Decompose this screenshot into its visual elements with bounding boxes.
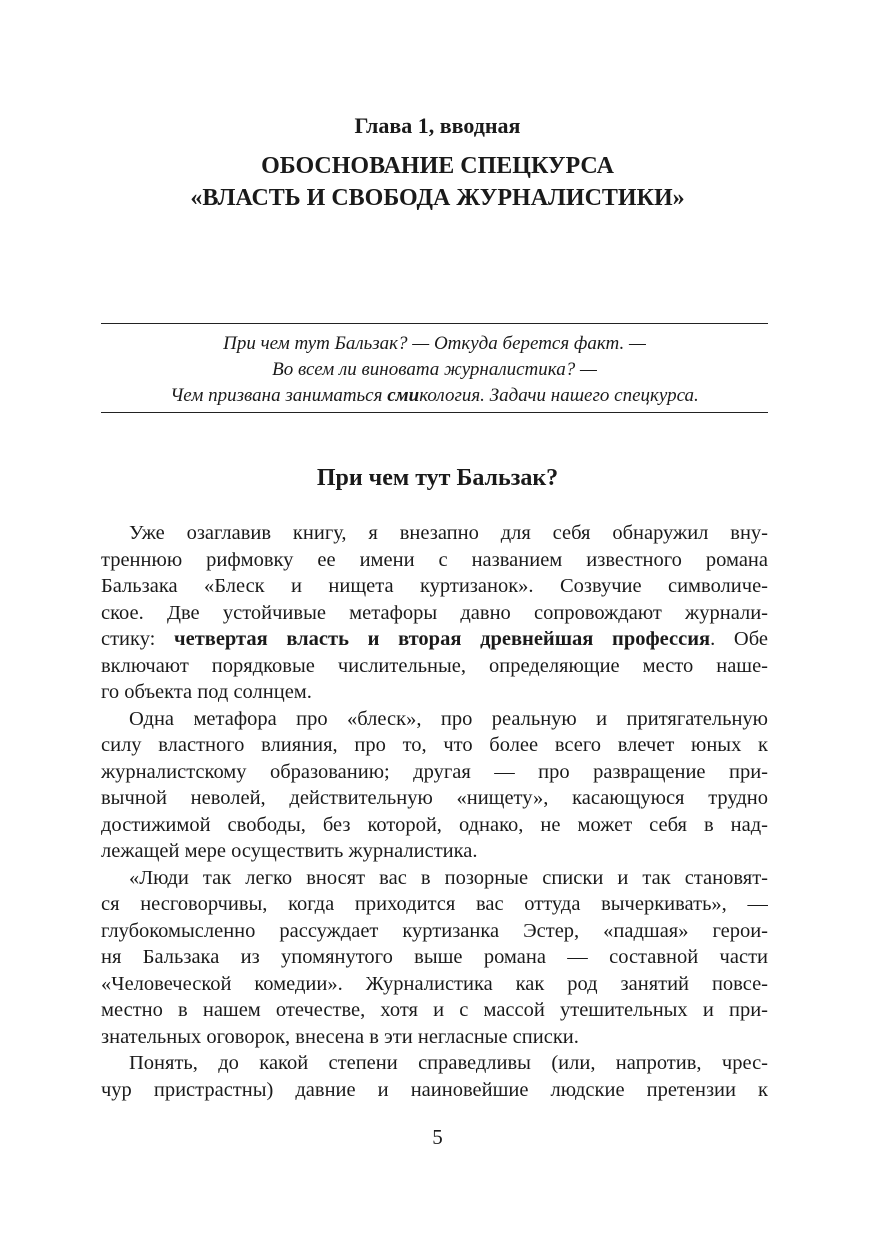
chapter-title <box>0 150 875 214</box>
summary-line: Во всем ли виновата журналистика? — <box>272 359 597 380</box>
text-line: глубокомысленно рассуждает куртизанка Эстер, «падшая» герои- <box>101 919 768 942</box>
chapter-title-line: «ВЛАСТЬ И СВОБОДА ЖУРНАЛИСТИКИ» <box>190 185 685 211</box>
text-line: лежащей мере осуществить журналистика. <box>101 840 478 862</box>
text-segment: стику: <box>101 628 175 650</box>
section-heading: При чем тут Бальзак? <box>316 465 559 491</box>
summary-line: При чем тут Бальзак? — Откуда берется факт. — <box>223 333 646 354</box>
text-line: силу властного влияния, про то, что более всего влечет юных к <box>101 734 768 756</box>
text-line: Уже озаглавив книгу, я внезапно для себя обнаружил вну- <box>129 522 768 544</box>
text-line: треннюю рифмовку ее имени с названием известного романа <box>101 548 768 571</box>
paragraph <box>101 865 768 1051</box>
paragraph <box>101 1050 768 1103</box>
text-line: «Человеческой комедии». Журналистика как род занятий повсе- <box>101 972 768 995</box>
text-line: ся несговорчивы, когда приходится вас оттуда вычеркивать», — <box>101 893 768 915</box>
bold-phrase: четвертая власть и вторая древнейшая профессия <box>174 628 711 650</box>
page-number: 5 <box>432 1125 443 1149</box>
text-line: Бальзака «Блеск и нищета куртизанок». Созвучие символиче- <box>101 575 768 597</box>
summary-text: кология. Задачи нашего спецкурса. <box>419 385 699 406</box>
text-line: ня Бальзака из упомянутого выше романа — составной части <box>101 946 768 968</box>
text-line: Одна метафора про «блеск», про реальную и притягательную <box>129 707 768 730</box>
text-line: Понять, до какой степени справедливы (или, напротив, чрес- <box>129 1052 768 1074</box>
body-text <box>101 520 768 1103</box>
text-line: «Люди так легко вносят вас в позорные списки и так становят- <box>129 866 768 889</box>
text-line: вычной неволей, действительную «нищету», касающуюся трудно <box>101 787 768 809</box>
text-line <box>101 626 768 653</box>
summary-line <box>101 383 768 409</box>
chapter-title-line: ОБОСНОВАНИЕ СПЕЦКУРСА <box>261 153 614 179</box>
text-line: ское. Две устойчивые метафоры давно сопровождают журнали- <box>101 601 768 624</box>
text-line: местно в нашем отечестве, хотя и с массой утешительных и при- <box>101 999 768 1021</box>
chapter-summary <box>101 323 768 413</box>
text-line: достижимой свободы, без которой, однако, не может себя в над- <box>101 813 768 836</box>
summary-emphasis: сми <box>387 385 420 406</box>
text-line: го объекта под солнцем. <box>101 681 312 703</box>
paragraph <box>101 520 768 706</box>
text-line: журналистскому образованию; другая — про развращение при- <box>101 760 768 783</box>
summary-text: Чем призвана заниматься <box>170 385 388 406</box>
text-line: включают порядковые числительные, определяющие место наше- <box>101 654 768 677</box>
chapter-label: Глава 1, вводная <box>354 113 521 138</box>
text-segment: . Обе <box>710 628 768 650</box>
text-line: знательных оговорок, внесена в эти негласные списки. <box>101 1025 579 1048</box>
paragraph <box>101 706 768 865</box>
text-line: чур пристрастны) давние и наиновейшие людские претензии к <box>101 1078 768 1101</box>
